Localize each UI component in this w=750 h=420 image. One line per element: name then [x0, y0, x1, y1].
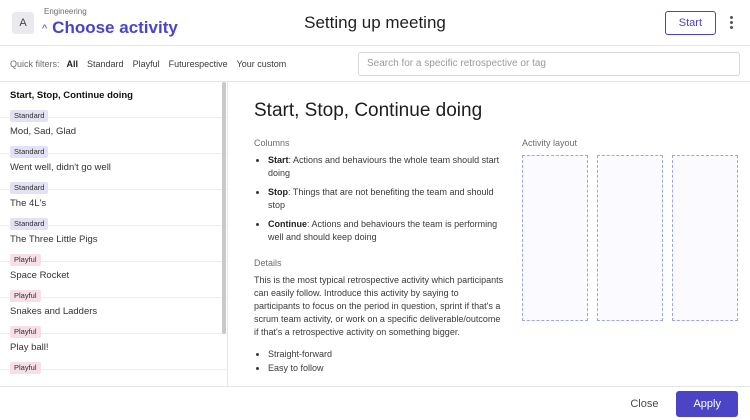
- filter-your-custom[interactable]: Your custom: [236, 58, 287, 69]
- status-badge: Playful: [10, 254, 41, 266]
- header-right-group: [665, 11, 738, 35]
- layout-box: [597, 155, 663, 321]
- column-name: Stop: [268, 187, 288, 197]
- quick-filters-label: Quick filters:: [10, 58, 60, 69]
- layout-box: [672, 155, 738, 321]
- kebab-menu-icon[interactable]: [724, 13, 738, 32]
- list-item[interactable]: [0, 334, 227, 370]
- detail-columns-wrapper: [254, 138, 728, 376]
- column-item: [268, 186, 504, 212]
- columns-list: [254, 154, 504, 244]
- column-item: [268, 154, 504, 180]
- list-item[interactable]: [0, 226, 227, 262]
- team-name: Engineering: [44, 7, 87, 16]
- list-item[interactable]: [0, 262, 227, 298]
- column-name: Start: [268, 155, 289, 165]
- status-badge: Standard: [10, 218, 48, 230]
- details-bullet: • Easy to follow: [268, 361, 504, 375]
- columns-label: Columns: [254, 138, 290, 148]
- filter-futurespective[interactable]: Futurespective: [168, 58, 228, 69]
- list-item-title: The Three Little Pigs: [10, 234, 98, 245]
- column-name: Continue: [268, 219, 307, 229]
- status-badge: Playful: [10, 362, 41, 374]
- app-header: [0, 0, 750, 46]
- list-item[interactable]: [0, 298, 227, 334]
- close-button[interactable]: Close: [622, 393, 666, 415]
- filter-playful[interactable]: Playful: [132, 58, 160, 69]
- status-badge: Standard: [10, 110, 48, 122]
- layout-boxes: [522, 155, 738, 321]
- avatar: A: [12, 12, 34, 34]
- details-bullet-list: [254, 347, 504, 375]
- list-item-title: The 4L's: [10, 198, 47, 209]
- dialog-body: [0, 82, 750, 386]
- details-text: This is the most typical retrospective activity which participants can easily follow. Introduce this activity by saying to participants to focus on the period in question, sprint if that's a scrum team activity, or work on a specific deliverable/outcome if that's a retrospective activity on something bigger.: [254, 275, 504, 337]
- list-item-title: Play ball!: [10, 342, 49, 353]
- team-block: [42, 7, 178, 38]
- list-item-title: Snakes and Ladders: [10, 306, 98, 317]
- chevron-up-icon: ^: [42, 22, 48, 35]
- list-scrollbar[interactable]: [222, 82, 226, 334]
- detail-title: Start, Stop, Continue doing: [254, 100, 483, 121]
- list-item[interactable]: [0, 154, 227, 190]
- quick-filter-bar: [0, 46, 750, 82]
- details-label: Details: [254, 258, 282, 268]
- column-item: [268, 218, 504, 244]
- status-badge: Standard: [10, 182, 48, 194]
- filter-all[interactable]: All: [66, 58, 79, 69]
- list-item-title: Start, Stop, Continue doing: [10, 90, 133, 101]
- column-desc: : Actions and behaviours the whole team should start doing: [268, 155, 500, 178]
- status-badge: Standard: [10, 146, 48, 158]
- search-input[interactable]: [358, 52, 740, 76]
- layout-box: [522, 155, 588, 321]
- activity-list: [0, 82, 228, 386]
- header-left-group: [12, 7, 178, 38]
- filter-standard[interactable]: Standard: [87, 58, 124, 69]
- activity-detail-panel: [228, 82, 750, 386]
- start-button[interactable]: Start: [665, 11, 716, 35]
- list-item[interactable]: [0, 118, 227, 154]
- choose-activity-button[interactable]: [42, 18, 178, 38]
- status-badge: Playful: [10, 326, 41, 338]
- column-desc: : Things that are not benefiting the team and should stop: [268, 187, 494, 210]
- column-desc: : Actions and behaviours the team is performing well and should keep doing: [268, 219, 498, 242]
- activity-layout-label: Activity layout: [522, 138, 578, 148]
- details-bullet: • Straight-forward: [268, 347, 504, 361]
- status-badge: Playful: [10, 290, 41, 302]
- search-wrapper: [358, 52, 740, 76]
- list-item-title: Mod, Sad, Glad: [10, 126, 77, 137]
- detail-main-column: [254, 138, 504, 376]
- dialog-footer: [0, 386, 750, 420]
- list-item-title: Went well, didn't go well: [10, 162, 111, 173]
- list-item-title: Space Rocket: [10, 270, 70, 281]
- list-item[interactable]: [0, 82, 227, 118]
- activity-layout-panel: [522, 138, 738, 376]
- activity-list-inner: [0, 82, 227, 370]
- page-title: Setting up meeting: [304, 12, 446, 32]
- choose-activity-label: Choose activity: [52, 18, 178, 37]
- apply-button[interactable]: Apply: [676, 391, 738, 417]
- list-item[interactable]: [0, 190, 227, 226]
